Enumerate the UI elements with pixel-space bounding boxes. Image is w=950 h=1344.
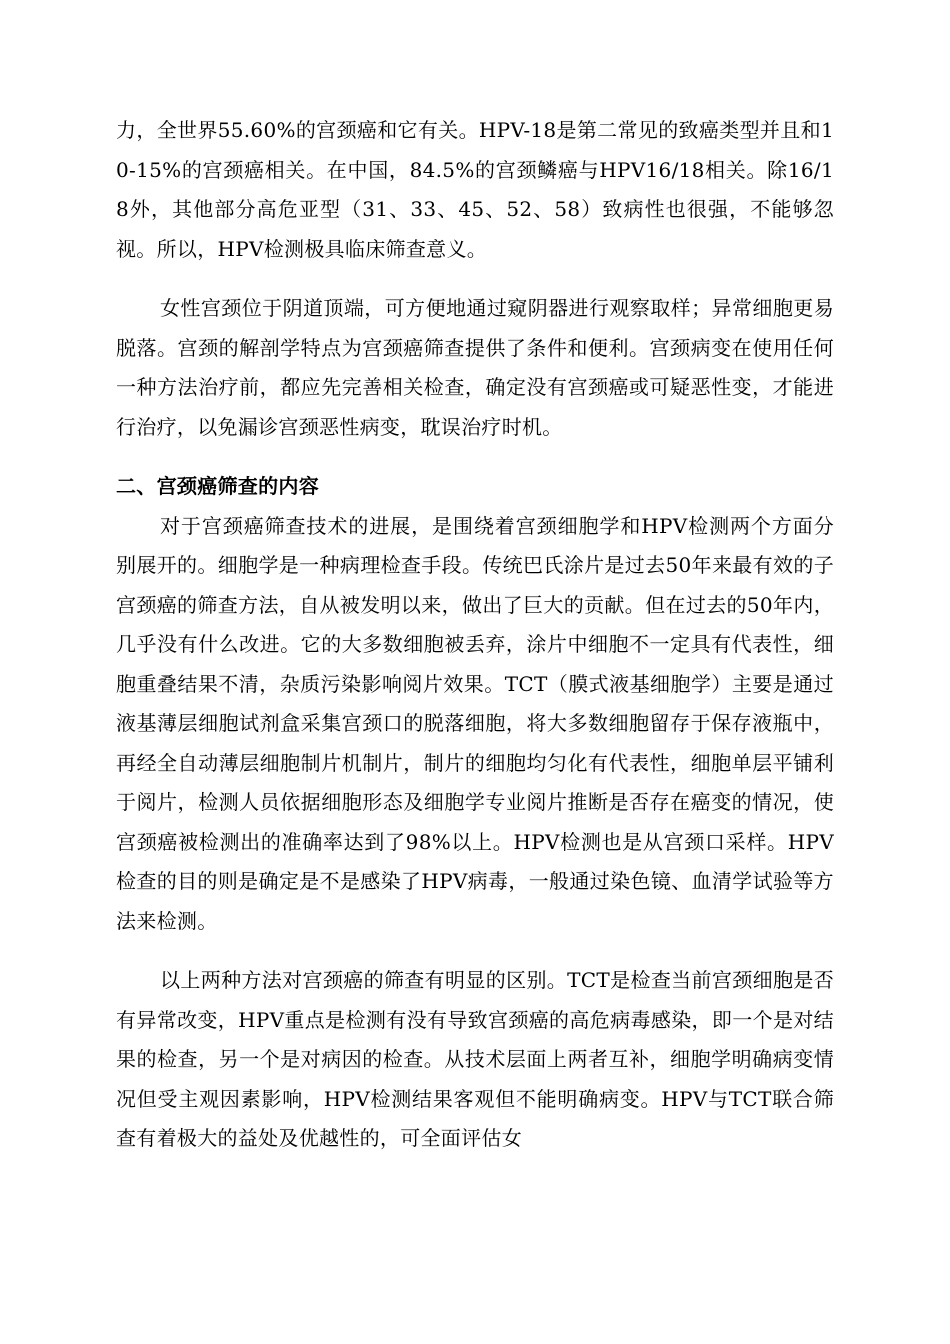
section-heading: 二、宫颈癌筛查的内容 [116, 474, 319, 498]
document-body [116, 111, 834, 1159]
paragraph-cervix-anatomy: 女性宫颈位于阴道顶端，可方便地通过窥阴器进行观察取样；异常细胞更易脱落。宫颈的解剖学特点为宫颈癌筛查提供了条件和便利。宫颈病变在使用任何一种方法治疗前，都应先完善相关检查，确定没有宫颈癌或可疑恶性变，才能进行治疗，以免漏诊宫颈恶性病变，耽误治疗时机。 [116, 296, 834, 439]
paragraph-method-comparison: 以上两种方法对宫颈癌的筛查有明显的区别。TCT是检查当前宫颈细胞是否有异常改变，HPV重点是检测有没有导致宫颈癌的高危病毒感染，即一个是对结果的检查，另一个是对病因的检查。从技术层面上两者互补，细胞学明确病变情况但受主观因素影响，HPV检测结果客观但不能明确病变。HPV与TCT联合筛查有着极大的益处及优越性的，可全面评估女 [116, 968, 834, 1150]
paragraph-screening-technology: 对于宫颈癌筛查技术的进展，是围绕着宫颈细胞学和HPV检测两个方面分别展开的。细胞学是一种病理检查手段。传统巴氏涂片是过去50年来最有效的子宫颈癌的筛查方法，自从被发明以来，做出了巨大的贡献。但在过去的50年内，几乎没有什么改进。它的大多数细胞被丢弃，涂片中细胞不一定具有代表性，细胞重叠结果不清，杂质污染影响阅片效果。TCT（膜式液基细胞学）主要是通过液基薄层细胞试剂盒采集宫颈口的脱落细胞，将大多数细胞留存于保存液瓶中，再经全自动薄层细胞制片机制片，制片的细胞均匀化有代表性，细胞单层平铺利于阅片，检测人员依据细胞形态及细胞学专业阅片推断是否存在癌变的情况，使宫颈癌被检测出的准确率达到了98%以上。HPV检测也是从宫颈口采样。HPV检查的目的则是确定是不是感染了HPV病毒，一般通过染色镜、血清学试验等方法来检测。 [116, 513, 834, 933]
paragraph-hpv-types: 力，全世界55.60%的宫颈癌和它有关。HPV-18是第二常见的致癌类型并且和10-15%的宫颈癌相关。在中国，84.5%的宫颈鳞癌与HPV16/18相关。除16/18外，其他部分高危亚型（31、33、45、52、58）致病性也很强，不能够忽视。所以，HPV检测极具临床筛查意义。 [116, 118, 834, 261]
